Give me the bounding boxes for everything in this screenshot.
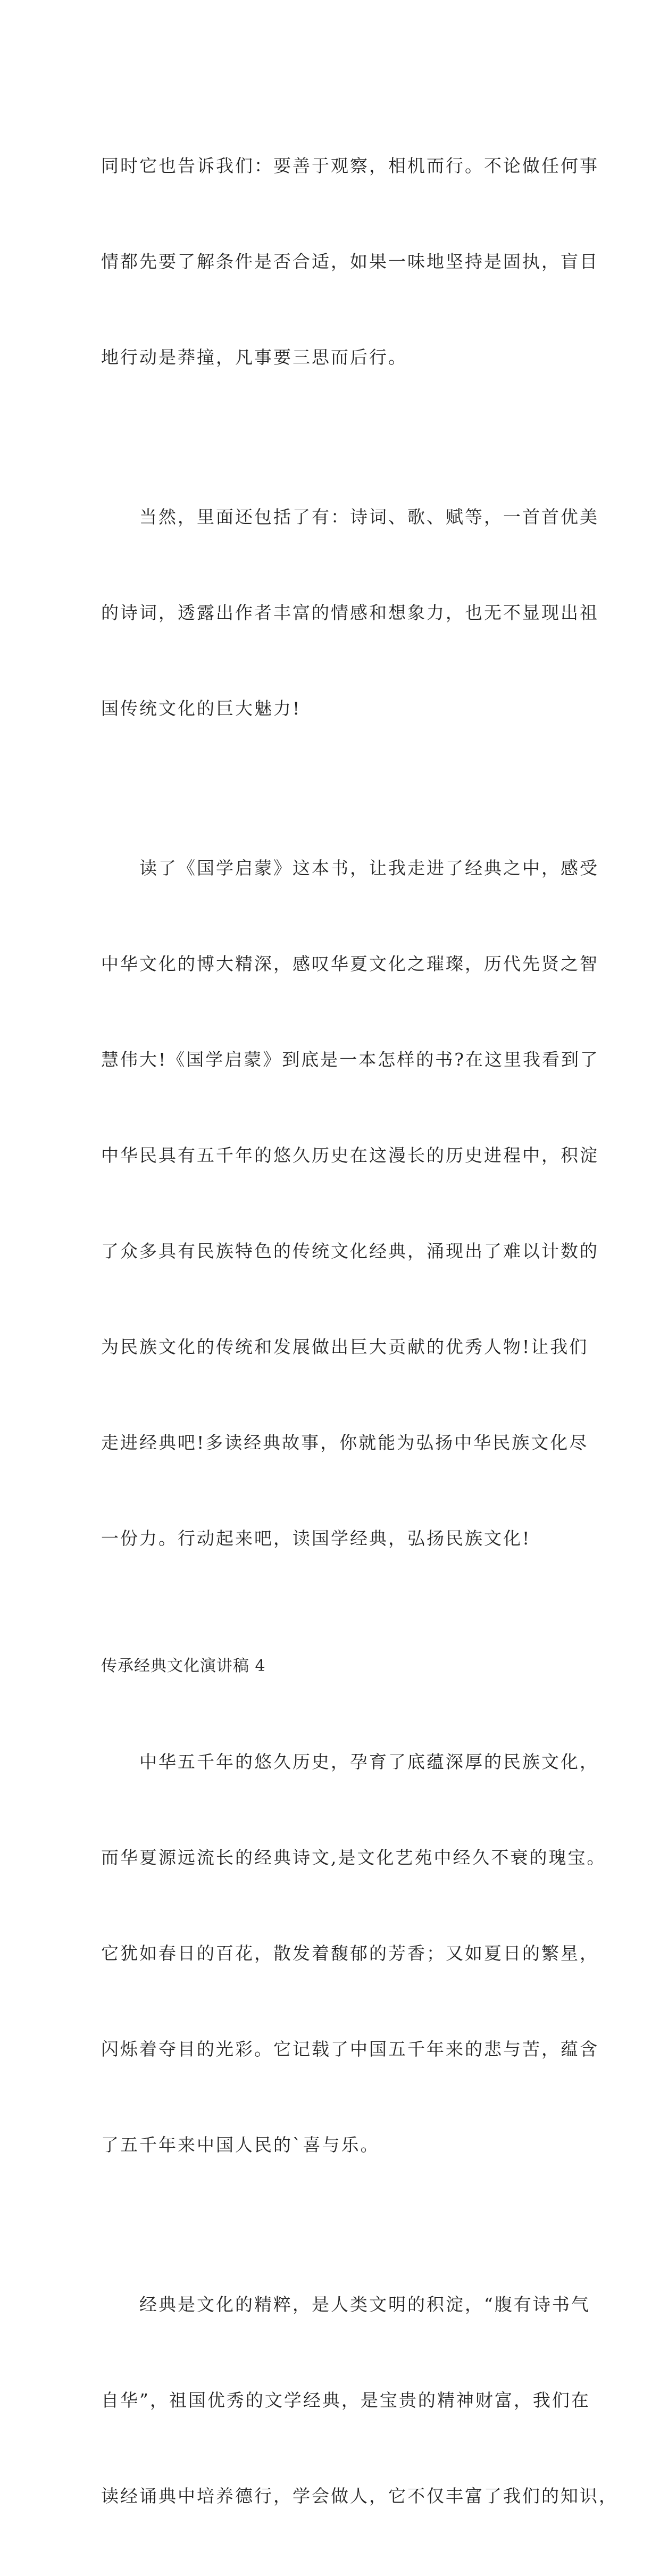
text-line: 中华文化的博大精深，感叹华夏文化之璀璨，历代先贤之智 — [101, 953, 599, 974]
text-line: 一份力。行动起来吧，读国学经典，弘扬民族文化! — [101, 1528, 531, 1549]
paragraph-1 — [101, 86, 599, 437]
text-line: 自华”，祖国优秀的文学经典，是宝贵的精神财富，我们在 — [101, 2390, 590, 2411]
paragraph-2 — [101, 437, 599, 788]
document-body — [101, 86, 618, 2576]
text-line: 慧伟大!《国学启蒙》到底是一本怎样的书?在这里我看到了 — [101, 1049, 599, 1070]
text-line: 读经诵典中培养德行，学会做人，它不仅丰富了我们的知识， — [101, 2486, 618, 2506]
text-line: 国传统文化的巨大魅力! — [101, 698, 302, 719]
text-line: 情都先要了解条件是否合适，如果一味地坚持是固执，盲目 — [101, 251, 599, 272]
text-line: 走进经典吧!多读经典故事，你就能为弘扬中华民族文化尽 — [101, 1432, 589, 1453]
text-line: 地行动是莽撞，凡事要三思而后行。 — [101, 347, 407, 368]
paragraph-3 — [101, 788, 599, 1618]
text-line: 同时它也告诉我们：要善于观察，相机而行。不论做任何事 — [101, 155, 599, 176]
text-line: 为民族文化的传统和发展做出巨大贡献的优秀人物!让我们 — [101, 1336, 589, 1357]
text-line: 而华夏源远流长的经典诗文,是文化艺苑中经久不衰的瑰宝。 — [101, 1847, 606, 1868]
text-line: 经典是文化的精粹，是人类文明的积淀，“腹有诗书气 — [101, 2294, 590, 2315]
text-line: 了五千年来中国人民的`喜与乐。 — [101, 2134, 380, 2155]
text-line: 读了《国学启蒙》这本书，让我走进了经典之中，感受 — [101, 858, 599, 878]
text-line: 闪烁着夺目的光彩。它记载了中国五千年来的悲与苦，蕴含 — [101, 2039, 599, 2059]
paragraph-4 — [101, 1682, 606, 2225]
text-line: 当然，里面还包括了有：诗词、歌、赋等，一首首优美 — [101, 506, 599, 527]
text-line: 中华五千年的悠久历史，孕育了底蕴深厚的民族文化， — [101, 1751, 599, 1772]
text-line: 中华民具有五千年的悠久历史在这漫长的历史进程中，积淀 — [101, 1145, 599, 1166]
paragraph-5 — [101, 2225, 618, 2576]
text-line: 了众多具有民族特色的传统文化经典，涌现出了难以计数的 — [101, 1241, 599, 1261]
text-line: 的诗词，透露出作者丰富的情感和想象力，也无不显现出祖 — [101, 602, 599, 623]
text-line: 它犹如春日的百花，散发着馥郁的芳香；又如夏日的繁星， — [101, 1943, 599, 1964]
section-heading: 传承经典文化演讲稿 4 — [101, 1657, 266, 1675]
